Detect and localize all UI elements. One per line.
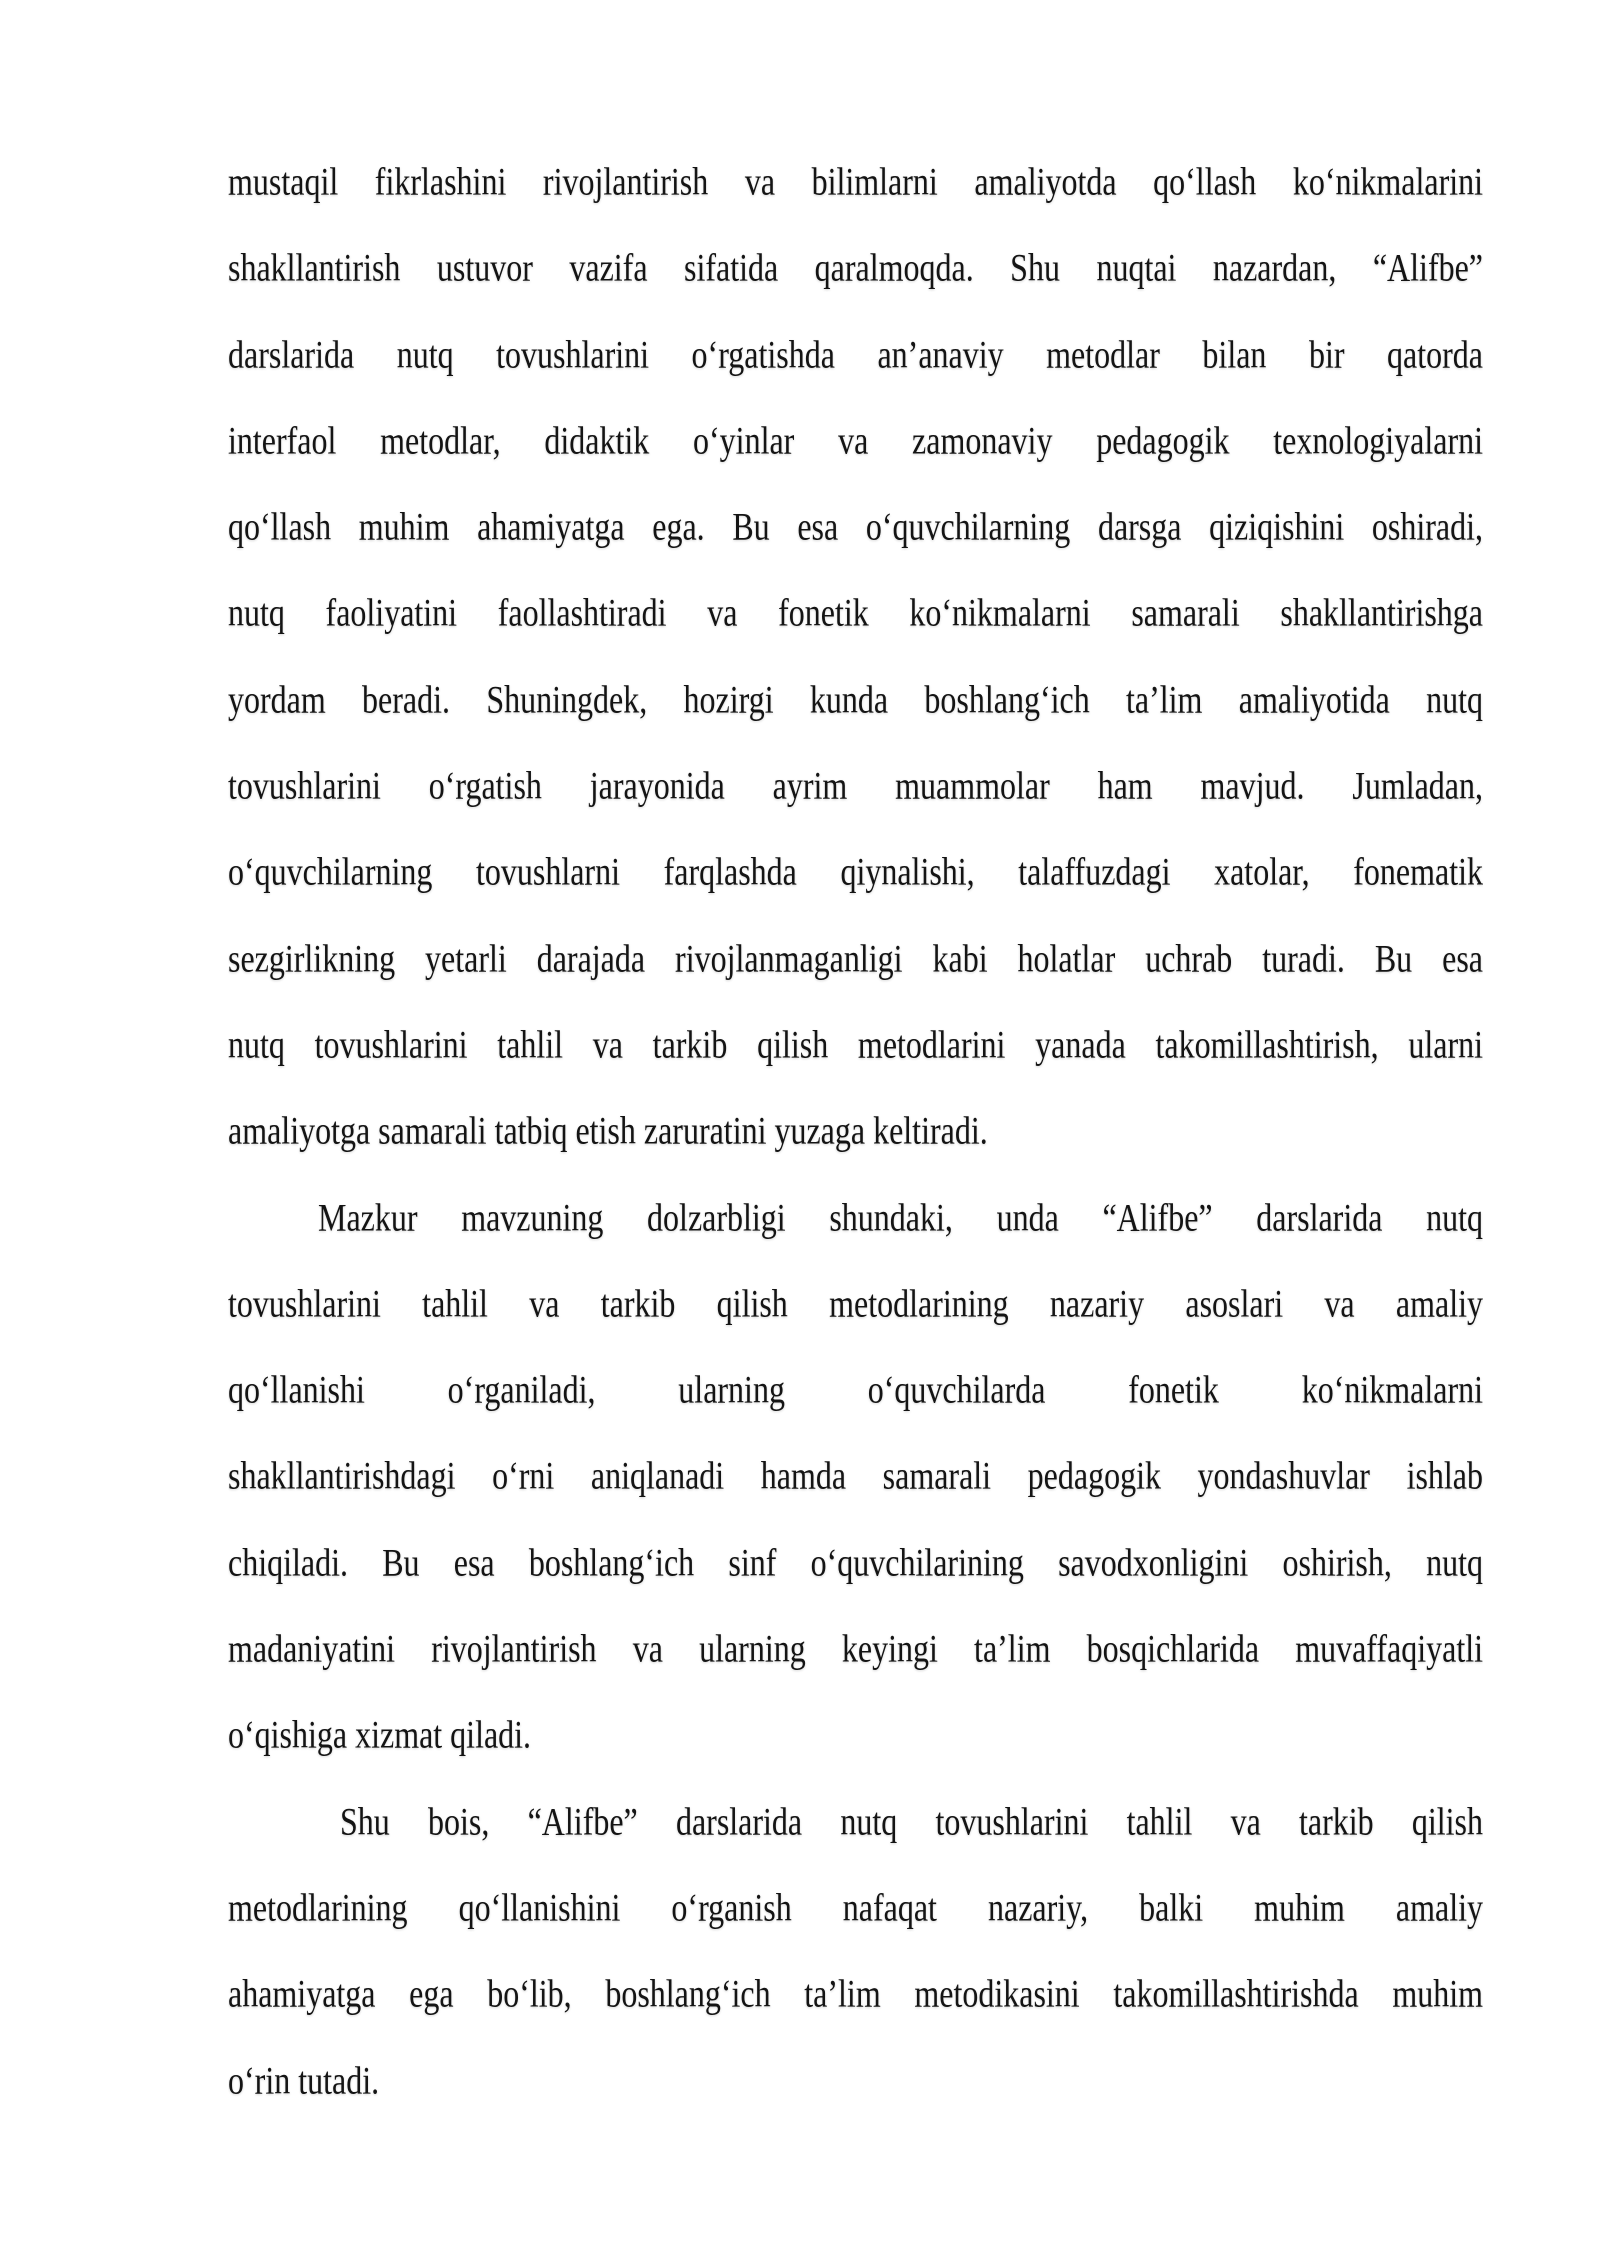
text-line: qo‘llanishi o‘rganiladi, ularning o‘quvchilarda fonetik ko‘nikmalarni	[228, 1367, 1483, 1412]
text-line: tovushlarini tahlil va tarkib qilish metodlarining nazariy asoslari va amaliy	[228, 1280, 1483, 1325]
text-line: yordam beradi. Shuningdek, hozirgi kunda boshlang‘ich ta’lim amaliyotida nutq	[228, 676, 1483, 721]
text-line: mustaqil fikrlashini rivojlantirish va bilimlarni amaliyotda qo‘llash ko‘nikmalarini	[228, 159, 1483, 203]
text-line: nutq tovushlarini tahlil va tarkib qilish metodlarini yanada takomillashtirish, ularni	[228, 1021, 1483, 1066]
text-line: nutq faoliyatini faollashtiradi va fonetik ko‘nikmalarni samarali shakllantirishga	[228, 590, 1483, 635]
text-line: o‘rin tutadi.	[228, 2057, 380, 2102]
text-line: shakllantirishdagi o‘rni aniqlanadi hamda samarali pedagogik yondashuvlar ishlab	[228, 1453, 1483, 1498]
text-line: o‘qishiga xizmat qiladi.	[228, 1712, 532, 1757]
text-line: sezgirlikning yetarli darajada rivojlanmaganligi kabi holatlar uchrab turadi. Bu esa	[228, 935, 1483, 980]
text-line: o‘quvchilarning tovushlarni farqlashda qiynalishi, talaffuzdagi xatolar, fonematik	[228, 849, 1483, 894]
text-line: darslarida nutq tovushlarini o‘rgatishda an’anaviy metodlar bilan bir qatorda	[228, 331, 1483, 376]
text-line: madaniyatini rivojlantirish va ularning keyingi ta’lim bosqichlarida muvaffaqiyatli	[228, 1626, 1483, 1670]
text-line: tovushlarini o‘rgatish jarayonida ayrim muammolar ham mavjud. Jumladan,	[228, 763, 1483, 808]
text-line: interfaol metodlar, didaktik o‘yinlar va zamonaviy pedagogik texnologiyalarni	[228, 417, 1483, 462]
text-line: ahamiyatga ega bo‘lib, boshlang‘ich ta’lim metodikasini takomillashtirishda muhim	[228, 1971, 1483, 2016]
text-line: shakllantirish ustuvor vazifa sifatida qaralmoqda. Shu nuqtai nazardan, “Alifbe”	[228, 245, 1483, 290]
text-line: amaliyotga samarali tatbiq etish zaruratini yuzaga keltiradi.	[228, 1108, 988, 1153]
text-line: Shu bois, “Alifbe” darslarida nutq tovushlarini tahlil va tarkib qilish	[340, 1798, 1483, 1843]
text-line: metodlarining qo‘llanishini o‘rganish nafaqat nazariy, balki muhim amaliy	[228, 1884, 1483, 1929]
text-line: qo‘llash muhim ahamiyatga ega. Bu esa o‘quvchilarning darsga qiziqishini oshiradi,	[228, 504, 1483, 549]
text-line: chiqiladi. Bu esa boshlang‘ich sinf o‘quvchilarining savodxonligini oshirish, nutq	[228, 1539, 1483, 1584]
text-line: Mazkur mavzuning dolzarbligi shundaki, unda “Alifbe” darslarida nutq	[318, 1194, 1483, 1239]
body-text	[228, 138, 1483, 2123]
